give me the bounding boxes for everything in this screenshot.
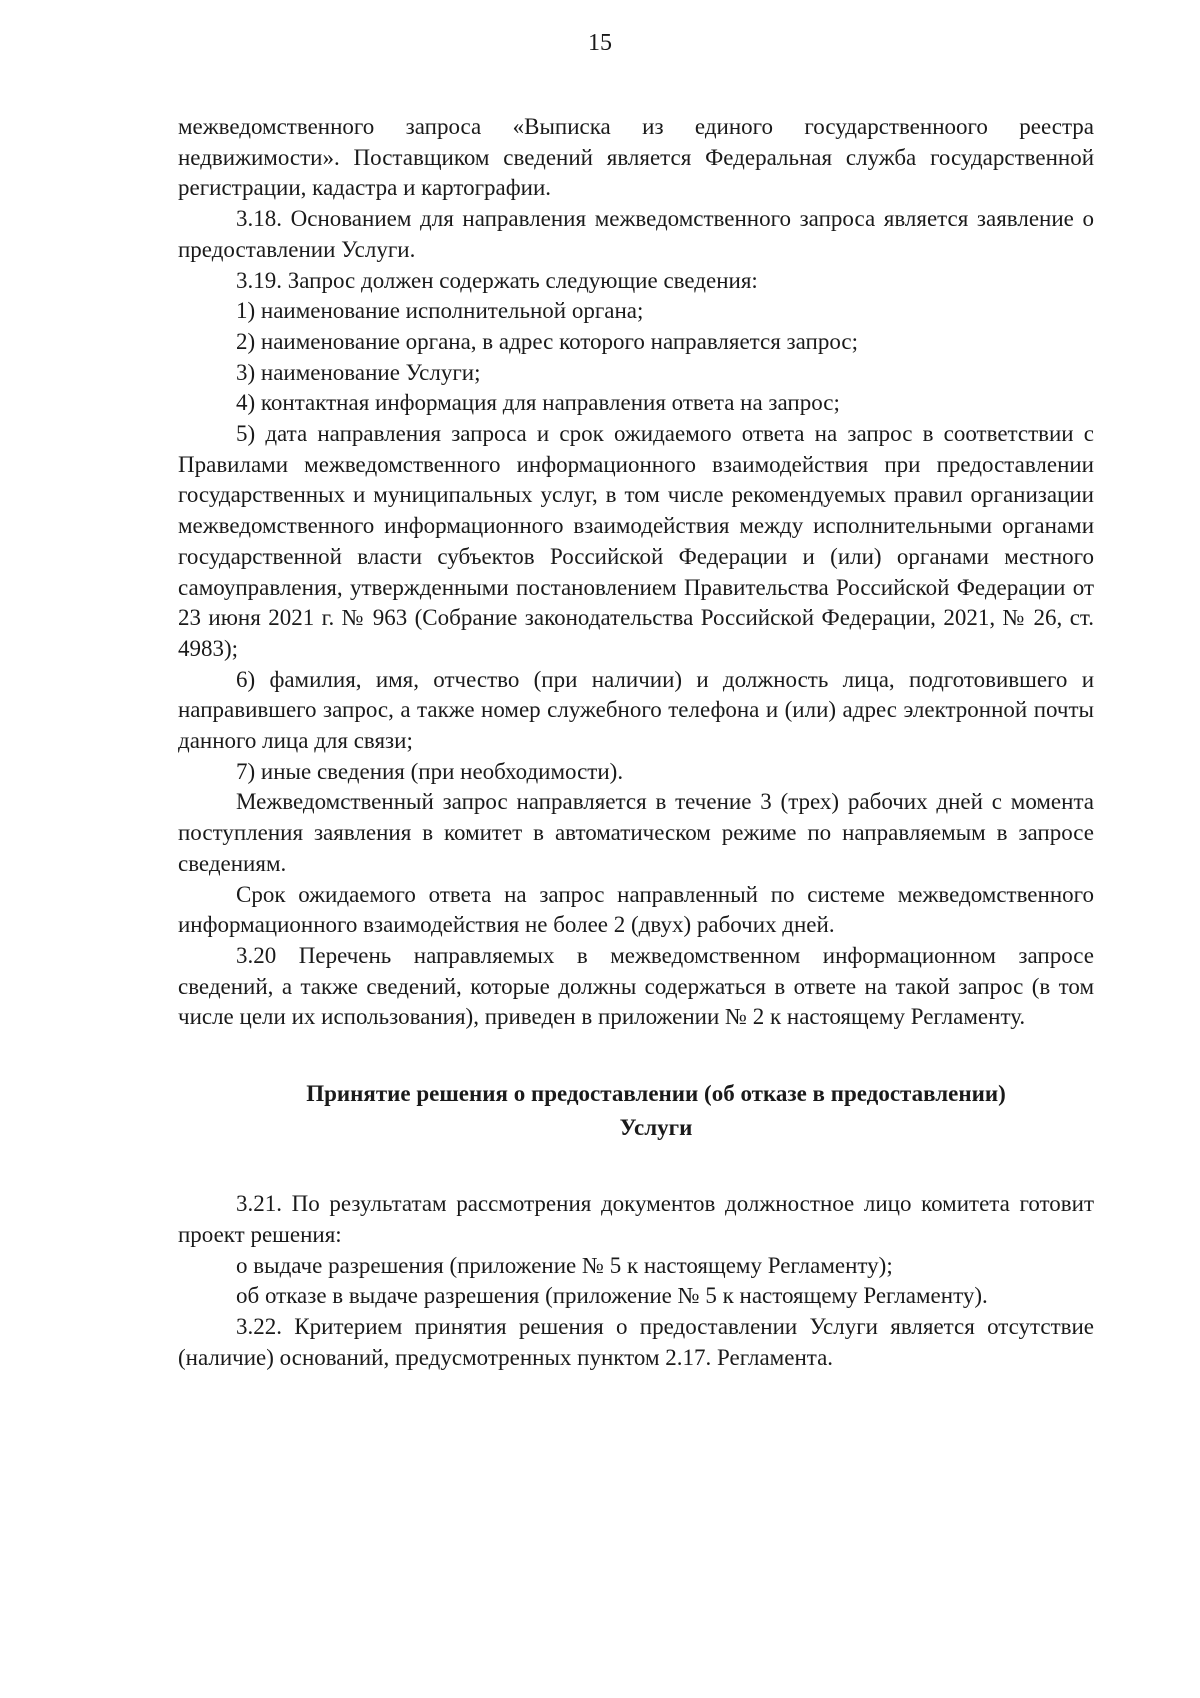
- paragraph-continuation: межведомственного запроса «Выписка из единого государственноого реестра недвижимости». Поставщиком сведений является Федеральная служба государственной регистрации, кадастра и картографии.: [178, 114, 1094, 201]
- list-item-7: 7) иные сведения (при необходимости).: [236, 758, 624, 784]
- paragraph-request-timing: Межведомственный запрос направляется в течение 3 (трех) рабочих дней с момента поступления заявления в комитет в автоматическом режиме по направляемым в запросе сведениям.: [178, 789, 1094, 876]
- list-item-5: 5) дата направления запроса и срок ожидаемого ответа на запрос в соответствии с Правилами межведомственного информационного взаимодействия при предоставлении государственных и муниципальных услуг, в том числе рекомендуемых правил организации межведомственного информационного взаимодействия между исполнительными органами государственной власти субъектов Российской Федерации и (или) органами местного самоуправления, утвержденными постановлением Правительства Российской Федерации от 23 июня 2021 г. № 963 (Собрание законодательства Российской Федерации, 2021, № 26, ст. 4983);: [178, 421, 1094, 661]
- paragraph-3-19: 3.19. Запрос должен содержать следующие сведения:: [236, 267, 758, 293]
- list-item-4: 4) контактная информация для направления ответа на запрос;: [236, 390, 840, 416]
- paragraph-response-timing: Срок ожидаемого ответа на запрос направленный по системе межведомственного информационного взаимодействия не более 2 (двух) рабочих дней.: [178, 881, 1094, 938]
- section-heading-line-2: Услуги: [619, 1115, 693, 1141]
- list-item-2: 2) наименование органа, в адрес которого направляется запрос;: [236, 328, 859, 354]
- decision-option-grant: о выдаче разрешения (приложение № 5 к настоящему Регламенту);: [236, 1252, 893, 1278]
- section-heading: [178, 1077, 1094, 1145]
- paragraph-3-18: 3.18. Основанием для направления межведомственного запроса является заявление о предоставлении Услуги.: [178, 206, 1094, 262]
- list-item-1: 1) наименование исполнительной органа;: [236, 298, 644, 324]
- page-number: 15: [588, 30, 612, 56]
- paragraph-3-21: 3.21. По результатам рассмотрения документов должностное лицо комитета готовит проект решения:: [178, 1191, 1094, 1247]
- decision-option-refuse: об отказе в выдаче разрешения (приложение № 5 к настоящему Регламенту).: [236, 1283, 988, 1309]
- paragraph-3-22: 3.22. Критерием принятия решения о предоставлении Услуги является отсутствие (наличие) оснований, предусмотренных пунктом 2.17. Регламента.: [178, 1313, 1094, 1370]
- section-heading-line-1: Принятие решения о предоставлении (об отказе в предоставлении): [306, 1081, 1006, 1107]
- list-item-3: 3) наименование Услуги;: [236, 359, 481, 385]
- list-item-6: 6) фамилия, имя, отчество (при наличии) и должность лица, подготовившего и направившего запрос, а также номер служебного телефона и (или) адрес электронной почты данного лица для связи;: [178, 666, 1094, 754]
- paragraph-3-20: 3.20 Перечень направляемых в межведомственном информационном запросе сведений, а также сведений, которые должны содержаться в ответе на такой запрос (в том числе цели их использования), приведен в приложении № 2 к настоящему Регламенту.: [178, 942, 1094, 1030]
- document-body: [178, 112, 1094, 1373]
